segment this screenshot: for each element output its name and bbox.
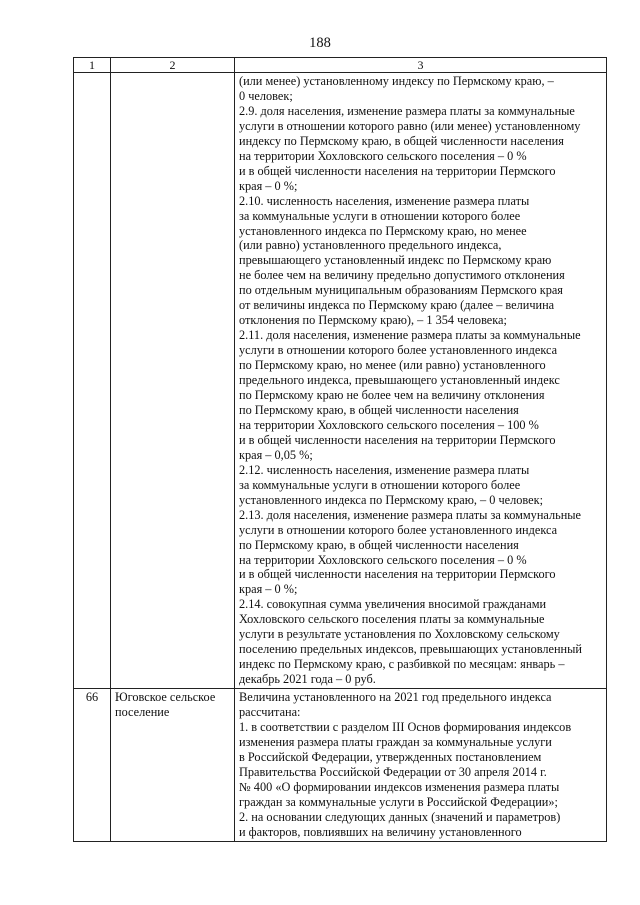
table-row bbox=[74, 73, 607, 689]
text-line: установленного индекса по Пермскому краю, но менее bbox=[239, 223, 527, 238]
settlement-name-line: Юговское сельское bbox=[115, 690, 216, 705]
text-line: на территории Хохловского сельского поселения – 100 % bbox=[239, 417, 539, 432]
text-line: декабрь 2021 года – 0 руб. bbox=[239, 672, 376, 687]
text-line: отклонения по Пермскому краю), – 1 354 человека; bbox=[239, 313, 507, 328]
text-line: 2.10. численность населения, изменение размера платы bbox=[239, 193, 530, 208]
text-line: услуги в отношении которого более установленного индекса bbox=[239, 343, 558, 358]
text-line: 2.9. доля населения, изменение размера платы за коммунальные bbox=[239, 103, 575, 118]
description-cell bbox=[235, 73, 607, 689]
text-line: 2.11. доля населения, изменение размера платы за коммунальные bbox=[239, 328, 581, 343]
text-line: Величина установленного на 2021 год предельного индекса bbox=[239, 690, 552, 705]
settlement-name-cell bbox=[111, 73, 235, 689]
text-line: за коммунальные услуги в отношении которого более bbox=[239, 477, 521, 492]
table-row bbox=[74, 689, 607, 842]
text-line: 2.14. совокупная сумма увеличения вносимой гражданами bbox=[239, 597, 547, 612]
text-line: по Пермскому краю, в общей численности населения bbox=[239, 537, 519, 552]
text-line: индекс по Пермскому краю, с разбивкой по месяцам: январь – bbox=[239, 657, 565, 672]
text-line: граждан за коммунальные услуги в Российской Федерации»; bbox=[239, 794, 558, 809]
text-line: Правительства Российской Федерации от 30 апреля 2014 г. bbox=[239, 764, 547, 779]
text-line: и факторов, повлиявших на величину установленного bbox=[239, 824, 522, 839]
text-line: за коммунальные услуги в отношении которого более bbox=[239, 208, 521, 223]
document-table bbox=[73, 57, 607, 842]
text-line: 1. в соответствии с разделом III Основ формирования индексов bbox=[239, 719, 572, 734]
text-line: и в общей численности населения на территории Пермского bbox=[239, 432, 556, 447]
text-line: в Российской Федерации, утвержденных постановлением bbox=[239, 749, 542, 764]
text-line: края – 0 %; bbox=[239, 582, 298, 597]
column-header-3: 3 bbox=[235, 58, 607, 73]
text-line: от величины индекса по Пермскому краю (далее – величина bbox=[239, 298, 555, 313]
text-line: поселению предельных индексов, превышающих установленный bbox=[239, 642, 582, 657]
text-line: 2.13. доля населения, изменение размера платы за коммунальные bbox=[239, 507, 582, 522]
text-line: предельного индекса, превышающего установленный индекс bbox=[239, 373, 560, 388]
text-line: установленного индекса по Пермскому краю, – 0 человек; bbox=[239, 492, 543, 507]
text-line: края – 0,05 %; bbox=[239, 447, 313, 462]
text-line: на территории Хохловского сельского поселения – 0 % bbox=[239, 148, 527, 163]
text-line: № 400 «О формировании индексов изменения размера платы bbox=[239, 779, 560, 794]
settlement-name-line: поселение bbox=[115, 705, 170, 720]
description-cell bbox=[235, 689, 607, 842]
text-line: и в общей численности населения на территории Пермского bbox=[239, 163, 556, 178]
text-line: 2.12. численность населения, изменение размера платы bbox=[239, 462, 530, 477]
text-line: (или менее) установленному индексу по Пермскому краю, – bbox=[239, 74, 554, 88]
settlement-name-cell bbox=[111, 689, 235, 842]
text-line: услуги в результате установления по Хохловскому сельскому bbox=[239, 627, 560, 642]
text-line: не более чем на величину предельно допустимого отклонения bbox=[239, 268, 565, 283]
text-line: услуги в отношении которого равно (или менее) установленному bbox=[239, 118, 581, 133]
column-header-2: 2 bbox=[111, 58, 235, 73]
text-line: услуги в отношении которого более установленного индекса bbox=[239, 522, 558, 537]
text-line: края – 0 %; bbox=[239, 178, 298, 193]
text-line: по Пермскому краю, но менее (или равно) установленного bbox=[239, 358, 546, 373]
row-number bbox=[74, 73, 111, 689]
text-line: Хохловского сельского поселения платы за коммунальные bbox=[239, 612, 545, 627]
text-line: по Пермскому краю, в общей численности населения bbox=[239, 402, 519, 417]
column-header-1: 1 bbox=[74, 58, 111, 73]
table-header-row bbox=[74, 58, 607, 73]
text-line: индексу по Пермскому краю, в общей численности населения bbox=[239, 133, 564, 148]
row-number: 66 bbox=[74, 689, 111, 842]
text-line: на территории Хохловского сельского поселения – 0 % bbox=[239, 552, 527, 567]
text-line: превышающего установленный индекс по Пермскому краю bbox=[239, 253, 552, 268]
text-line: изменения размера платы граждан за коммунальные услуги bbox=[239, 734, 552, 749]
text-line: 0 человек; bbox=[239, 88, 293, 103]
text-line: по Пермскому краю не более чем на величину отклонения bbox=[239, 388, 545, 403]
text-line: по отдельным муниципальным образованиям Пермского края bbox=[239, 283, 563, 298]
page-number: 188 bbox=[309, 35, 331, 51]
text-line: и в общей численности населения на территории Пермского bbox=[239, 567, 556, 582]
text-line: (или равно) установленного предельного индекса, bbox=[239, 238, 502, 253]
text-line: рассчитана: bbox=[239, 705, 301, 720]
text-line: 2. на основании следующих данных (значений и параметров) bbox=[239, 809, 561, 824]
